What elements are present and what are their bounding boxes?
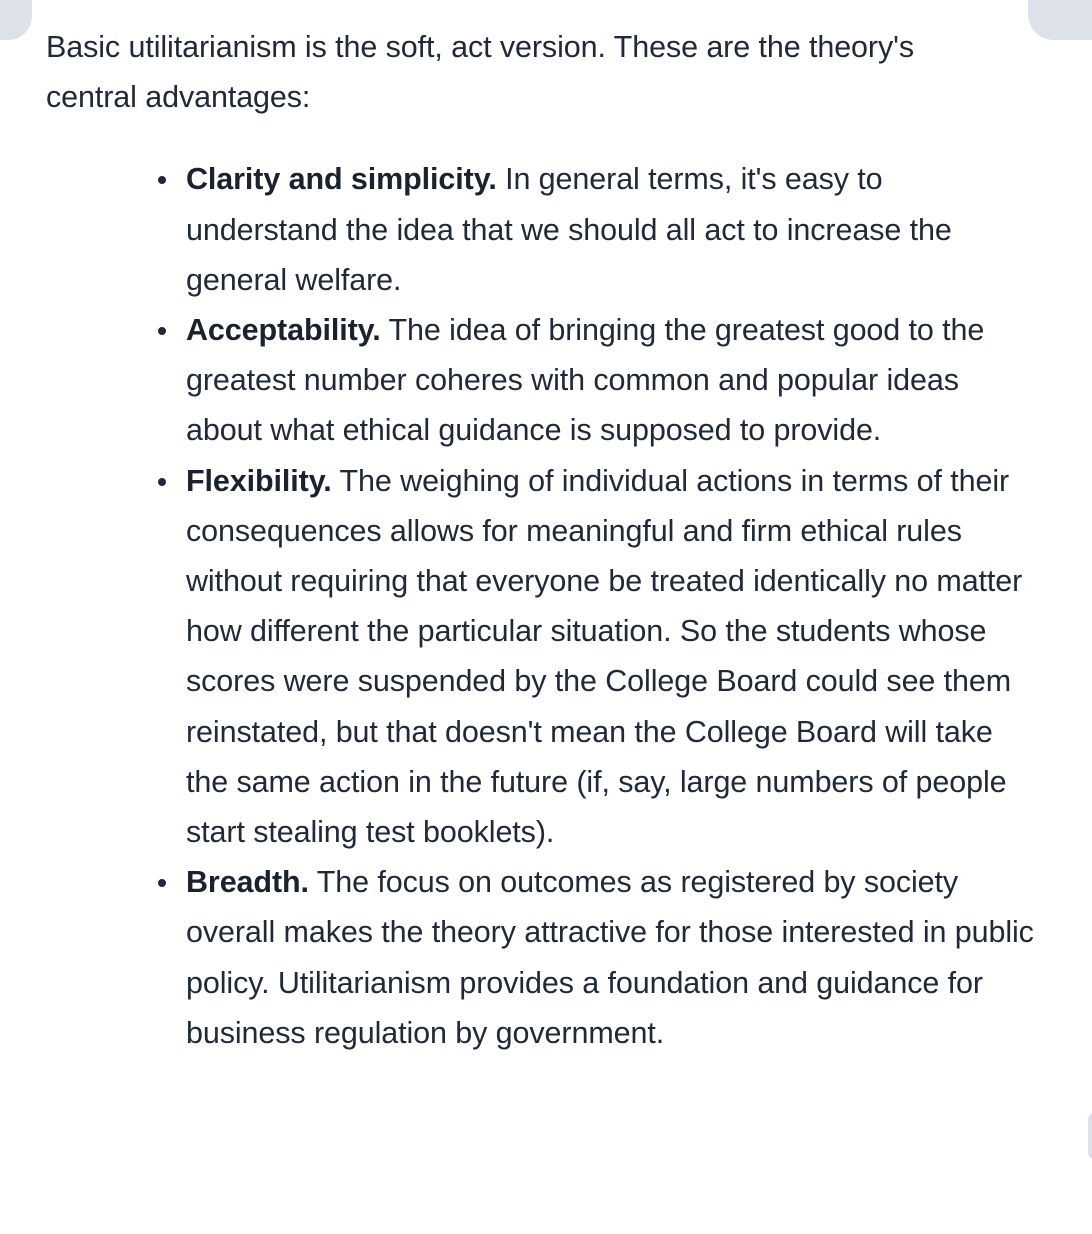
bullet-icon bbox=[158, 478, 166, 486]
intro-paragraph: Basic utilitarianism is the soft, act version. These are the theory's central advantages: bbox=[46, 30, 914, 115]
scroll-button-right[interactable] bbox=[1028, 0, 1092, 40]
list-item bbox=[186, 154, 1036, 305]
advantage-term: Flexibility. bbox=[186, 463, 332, 498]
list-item bbox=[186, 305, 1036, 456]
side-handle[interactable] bbox=[1088, 1112, 1092, 1160]
bullet-icon bbox=[158, 327, 166, 335]
list-item bbox=[186, 857, 1036, 1058]
advantage-term: Clarity and simplicity. bbox=[186, 162, 497, 197]
advantage-term: Breadth. bbox=[186, 865, 309, 900]
advantages-list bbox=[46, 154, 1036, 1058]
advantage-text: The idea of bringing the greatest good to the greatest number coheres with common and popular ideas about what ethical guidance is supposed to provide. bbox=[186, 313, 985, 448]
advantage-text: The focus on outcomes as registered by society overall makes the theory attractive for those interested in public policy. Utilitarianism provides a foundation and guidance for business regulation by government. bbox=[186, 865, 1034, 1050]
list-item bbox=[186, 456, 1036, 858]
bullet-icon bbox=[158, 176, 166, 184]
scroll-button-left[interactable] bbox=[0, 0, 32, 40]
advantage-term: Acceptability. bbox=[186, 313, 381, 348]
bullet-icon bbox=[158, 879, 166, 887]
advantage-text: The weighing of individual actions in terms of their consequences allows for meaningful and firm ethical rules without requiring that everyone be treated identically no matter how different the particular situation. So the students whose scores were suspended by the College Board could see them reinstated, but that doesn't mean the College Board will take the same action in the future (if, say, large numbers of people start stealing test booklets). bbox=[186, 463, 1023, 850]
article-body bbox=[46, 22, 1036, 1058]
advantage-text: In general terms, it's easy to understand the idea that we should all act to increase the general welfare. bbox=[186, 162, 952, 297]
